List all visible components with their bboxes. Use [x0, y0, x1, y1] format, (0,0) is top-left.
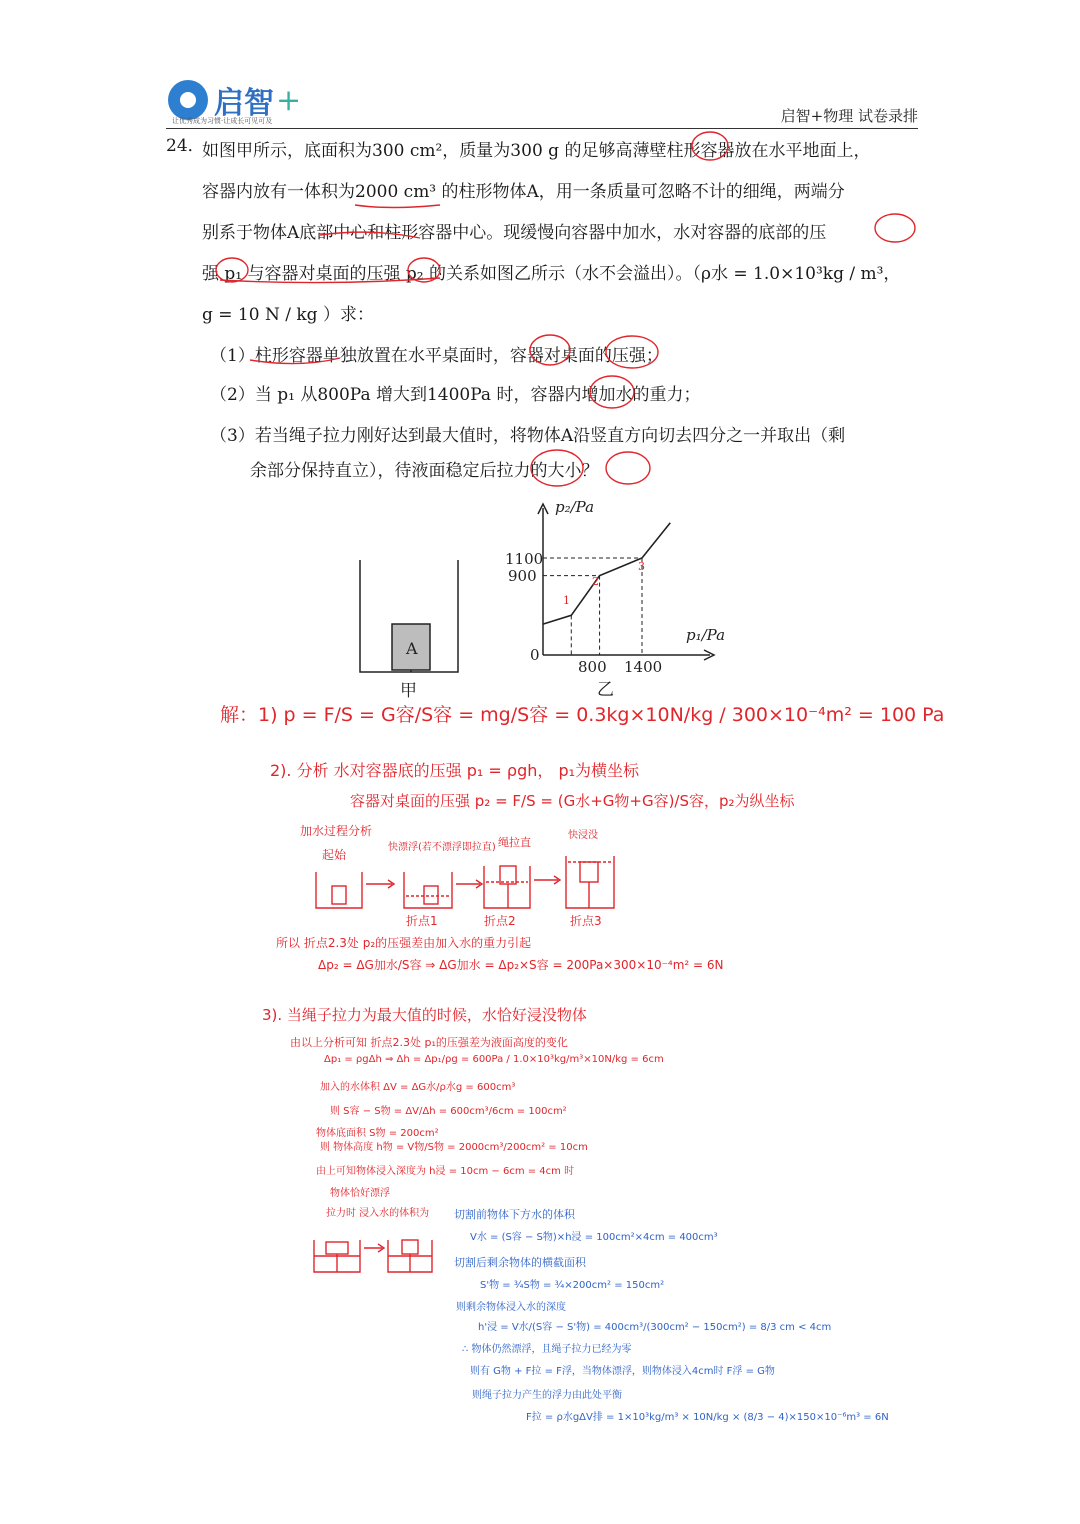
hw-blue-line-8: 则有 G物 + F拉 = F浮，当物体漂浮，则物体浸入4cm时 F浮 = G物	[470, 1366, 775, 1377]
hw-blue-line-10: F拉 = ρ水gΔV排 = 1×10³kg/m³ × 10N/kg × (8/3 − 4)×150×10⁻⁶m³ = 6N	[526, 1412, 889, 1423]
hw-red-line-1: 解：1) p = F/S = G容/S容 = mg/S容 = 0.3kg×10N/kg / 300×10⁻⁴m² = 100 Pa	[220, 704, 945, 726]
hw-red-line-11: 折点3	[570, 914, 602, 928]
y-tick-1100: 1100	[505, 550, 544, 568]
hw-red-line-18: 则 S容 − S物 = ΔV/Δh = 600cm³/6cm = 100cm²	[330, 1106, 567, 1117]
hw-red-line-4: 加水过程分析	[300, 824, 373, 838]
hw-red-line-7: 绳拉直	[498, 836, 531, 849]
hw-red-line-5: 起始	[322, 848, 347, 862]
hw-red-line-9: 折点1	[406, 914, 438, 928]
hw-red-line-17: 加入的水体积 ΔV = ΔG水/ρ水g = 600cm³	[320, 1082, 516, 1093]
question-number: 24．	[166, 136, 205, 156]
subquestion-1: （1）柱形容器单独放置在水平桌面时，容器对桌面的压强；	[210, 346, 663, 366]
y-tick-900: 900	[508, 567, 537, 585]
x-tick-0: 0	[530, 646, 540, 664]
hw-blue-line-9: 则绳子拉力产生的浮力由此处平衡	[472, 1390, 622, 1401]
subquestion-3-cont: 余部分保持直立），待液面稳定后拉力的大小？	[250, 461, 599, 481]
hw-red-line-22: 物体恰好漂浮	[330, 1188, 390, 1199]
header-title: 启智+物理 试卷录排	[780, 107, 918, 125]
red-annotations	[216, 132, 915, 486]
hw-red-line-16: Δp₁ = ρgΔh ⇒ Δh = Δp₁/ρg = 600Pa / 1.0×10³kg/m³×10N/kg = 6cm	[324, 1054, 664, 1065]
hw-blue-line-7: ∴ 物体仍然漂浮，且绳子拉力已经为零	[462, 1344, 632, 1355]
x-tick-1400: 1400	[624, 658, 663, 676]
hw-blue-line-5: 则剩余物体浸入水的深度	[456, 1302, 566, 1313]
question-line-4: 强 p₁ 与容器对桌面的压强 p₂ 的关系如图乙所示（水不会溢出）。（ρ水 = 1.0×10³kg / m³，	[202, 264, 901, 284]
hw-red-line-23: 拉力时 浸入水的体积为	[326, 1208, 430, 1219]
hw-red-line-2: 2). 分析 水对容器底的压强 p₁ = ρgh， p₁为横坐标	[270, 761, 640, 780]
question-line-3: 别系于物体A底部中心和柱形容器中心。现缓慢向容器中加水，水对容器的底部的压	[202, 223, 827, 243]
hw-blue-line-6: h'浸 = V水/(S容 − S'物) = 400cm³/(300cm² − 150cm²) = 8/3 cm < 4cm	[478, 1322, 832, 1333]
chart-mark-2: 2	[592, 575, 599, 588]
subquestion-3: （3）若当绳子拉力刚好达到最大值时，将物体A沿竖直方向切去四分之一并取出（剩	[210, 426, 846, 446]
logo-plus: +	[276, 82, 302, 118]
x-tick-800: 800	[578, 658, 607, 676]
hw-red-line-6: 快漂浮(若不漂浮即拉直)	[388, 842, 496, 853]
chart-mark-3: 3	[638, 560, 645, 573]
block-a-label: A	[406, 639, 418, 658]
chart-ylabel: p₂/Pa	[555, 498, 595, 516]
hw-blue-line-4: S'物 = ¾S物 = ¾×200cm² = 150cm²	[480, 1280, 665, 1291]
hw-red-line-10: 折点2	[484, 914, 516, 928]
hw-blue-line-2: V水 = (S容 − S物)×h浸 = 100cm²×4cm = 400cm³	[470, 1232, 718, 1243]
hw-red-line-19: 物体底面积 S物 = 200cm²	[316, 1128, 439, 1139]
chart-xlabel: p₁/Pa	[686, 626, 726, 644]
question-line-5: g = 10 N / kg ）求：	[202, 305, 374, 325]
hw-red-line-15: 由以上分析可知 折点2.3处 p₁的压强差为液面高度的变化	[290, 1036, 568, 1049]
chart-plot	[543, 523, 670, 655]
figure-yi-caption: 乙	[597, 680, 614, 700]
question-line-1: 如图甲所示，底面积为300 cm²，质量为300 g 的足够高薄壁柱形容器放在水平地面上，	[202, 141, 871, 161]
question-line-2: 容器内放有一体积为2000 cm³ 的柱形物体A，用一条质量可忽略不计的细绳，两端分	[202, 182, 845, 202]
hw-red-line-21: 由上可知物体浸入深度为 h浸 = 10cm − 6cm = 4cm 时	[316, 1166, 575, 1177]
chart-series-line	[543, 523, 670, 624]
hw-blue-line-1: 切割前物体下方水的体积	[454, 1208, 575, 1221]
hw-red-line-20: 则 物体高度 h物 = V物/S物 = 2000cm³/200cm² = 10cm	[320, 1142, 588, 1153]
hw-red-line-14: 3). 当绳子拉力为最大值的时候，水恰好浸没物体	[262, 1006, 587, 1024]
chart-mark-1: 1	[563, 594, 570, 607]
hw-red-line-13: Δp₂ = ΔG加水/S容 ⇒ ΔG加水 = Δp₂×S容 = 200Pa×300×10⁻⁴m² = 6N	[318, 958, 724, 972]
hw-red-line-12: 所以 折点2.3处 p₂的压强差由加入水的重力引起	[276, 936, 532, 950]
figure-jia-caption: 甲	[400, 681, 417, 701]
logo-slogan: 让优秀成为习惯·让成长可见可及	[172, 117, 273, 125]
subquestion-2: （2）当 p₁ 从800Pa 增大到1400Pa 时，容器内增加水的重力；	[210, 385, 701, 405]
hw-blue-line-3: 切割后剩余物体的横截面积	[454, 1256, 586, 1269]
hw-red-line-3: 容器对桌面的压强 p₂ = F/S = (G水+G物+G容)/S容，p₂为纵坐标	[350, 792, 795, 810]
logo-text: 启智	[214, 86, 274, 121]
hw-red-line-8: 快浸没	[568, 830, 598, 841]
